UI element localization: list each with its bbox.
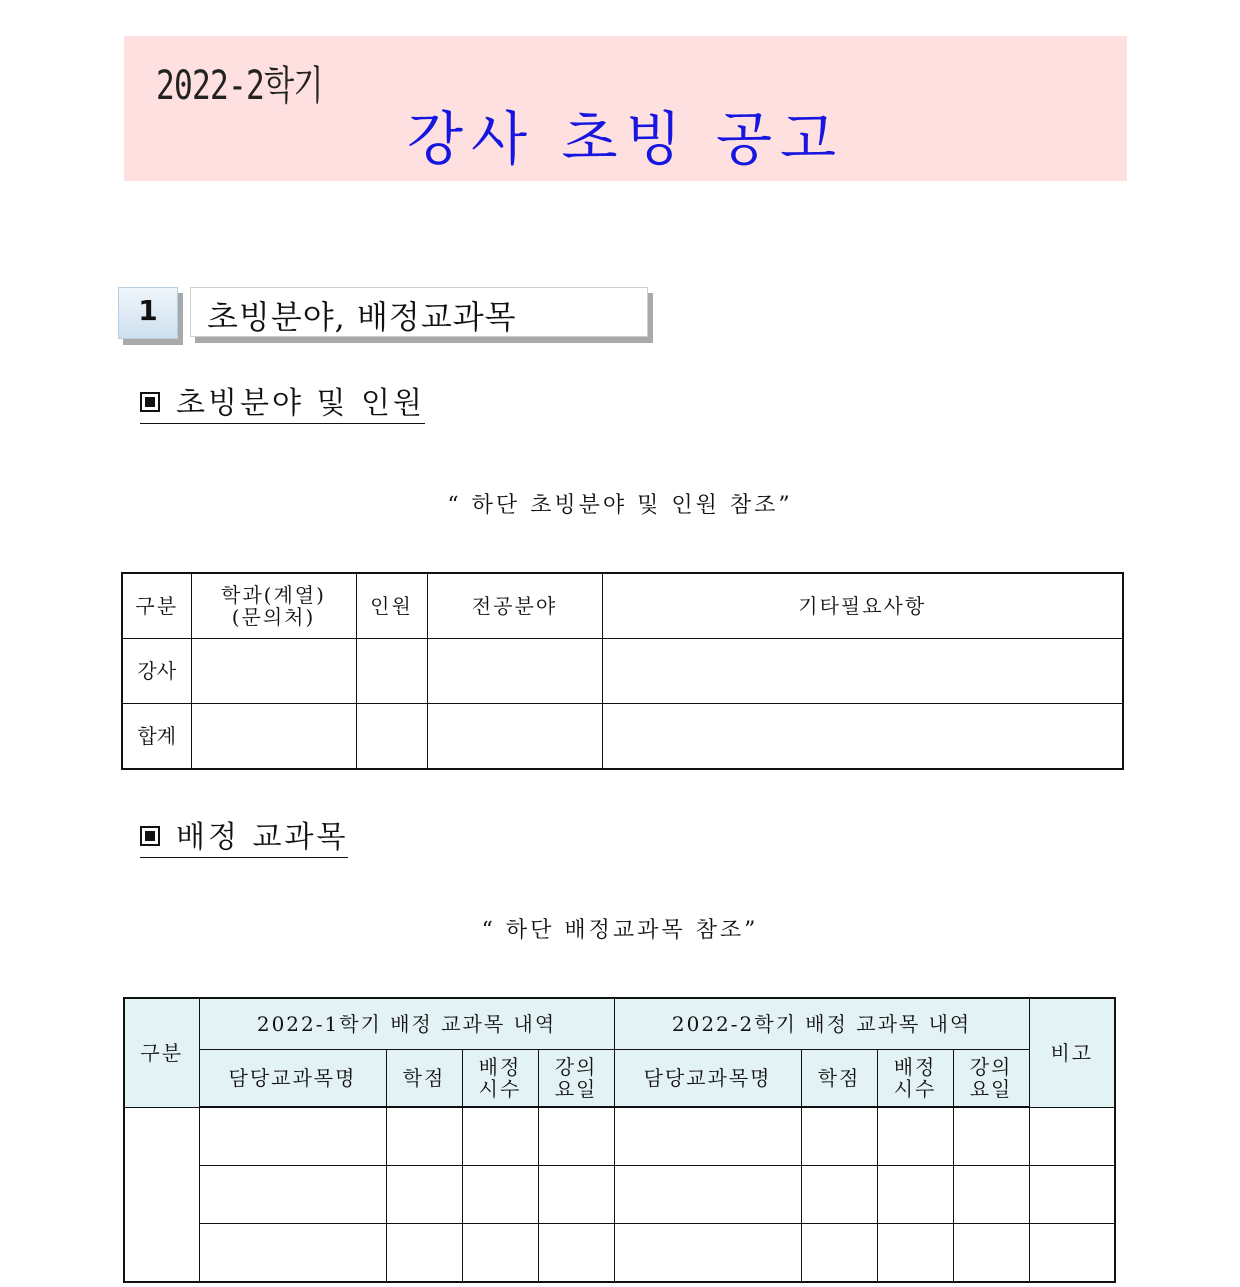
row-label [124, 1107, 199, 1282]
semester-label: 2022-2학기 [156, 63, 323, 109]
table-cell [386, 1224, 462, 1283]
header-cell: 담당교과목명 [199, 1050, 386, 1108]
header-cell: 구분 [122, 573, 191, 639]
header-line: 강의 [969, 1055, 1013, 1079]
table-cell [386, 1166, 462, 1224]
page-title: 강사 초빙 공고 [406, 105, 845, 173]
header-line: 학과(계열) [221, 583, 326, 607]
subsection-heading-positions [140, 386, 425, 424]
header-cell [191, 573, 356, 639]
table-cell [1029, 1166, 1115, 1224]
table-cell [602, 704, 1123, 770]
header-line: 배정 [893, 1055, 937, 1079]
table-cell [199, 1224, 386, 1283]
header-cell: 2022-2학기 배정 교과목 내역 [614, 998, 1029, 1050]
header-cell: 구분 [124, 998, 199, 1107]
table-cell [427, 639, 602, 704]
header-line: 강의 [554, 1055, 598, 1079]
header-line: 요일 [554, 1077, 598, 1101]
table-cell [199, 1166, 386, 1224]
table-cell [356, 639, 427, 704]
filled-square-icon [140, 826, 160, 846]
header-cell: 2022-1학기 배정 교과목 내역 [199, 998, 614, 1050]
table-cell [801, 1107, 877, 1166]
reference-note: “ 하단 배정교과목 참조” [481, 918, 759, 943]
header-cell [877, 1050, 953, 1108]
header-cell [462, 1050, 538, 1108]
table-cell [199, 1107, 386, 1166]
table-cell [953, 1107, 1029, 1166]
table-header-row [124, 1050, 1115, 1108]
table-cell [462, 1107, 538, 1166]
table-cell [462, 1166, 538, 1224]
table-cell [538, 1107, 614, 1166]
table-cell [614, 1107, 801, 1166]
table-cell [877, 1166, 953, 1224]
table-cell [191, 639, 356, 704]
table-cell [801, 1224, 877, 1283]
header-cell: 기타필요사항 [602, 573, 1123, 639]
section-title: 초빙분야, 배정교과목 [207, 298, 517, 336]
table-cell [427, 704, 602, 770]
section-title-box [190, 287, 648, 337]
table-cell [191, 704, 356, 770]
table-cell [602, 639, 1123, 704]
row-label: 강사 [122, 639, 191, 704]
header-line: 시수 [893, 1077, 937, 1101]
table-cell [877, 1224, 953, 1283]
subsection-title: 배정 교과목 [176, 820, 349, 855]
header-line: 요일 [969, 1077, 1013, 1101]
table-cell [538, 1224, 614, 1283]
header-cell [953, 1050, 1029, 1108]
header-cell [538, 1050, 614, 1108]
header-line: 시수 [478, 1077, 522, 1101]
table-cell [356, 704, 427, 770]
table-cell [953, 1166, 1029, 1224]
table-cell [386, 1107, 462, 1166]
table-row [122, 704, 1123, 770]
table-row [122, 639, 1123, 704]
header-line: (문의처) [231, 605, 316, 629]
header-cell: 학점 [386, 1050, 462, 1108]
header-line: 배정 [478, 1055, 522, 1079]
table-cell [614, 1166, 801, 1224]
header-cell: 비고 [1029, 998, 1115, 1107]
table-row [124, 1107, 1115, 1166]
positions-table [121, 572, 1124, 770]
subsection-title: 초빙분야 및 인원 [176, 386, 425, 421]
subsection-heading-courses [140, 820, 348, 858]
header-cell: 인원 [356, 573, 427, 639]
table-cell [1029, 1107, 1115, 1166]
table-row [124, 1224, 1115, 1283]
header-cell: 전공분야 [427, 573, 602, 639]
table-cell [538, 1166, 614, 1224]
filled-square-icon [140, 392, 160, 412]
table-row [124, 1166, 1115, 1224]
reference-note: “ 하단 초빙분야 및 인원 참조” [447, 493, 793, 518]
row-label: 합계 [122, 704, 191, 770]
table-header-row [122, 573, 1123, 639]
table-header-row [124, 998, 1115, 1050]
section-number: 1 [118, 287, 178, 339]
table-cell [953, 1224, 1029, 1283]
table-cell [801, 1166, 877, 1224]
table-cell [462, 1224, 538, 1283]
title-banner [124, 36, 1127, 181]
table-cell [1029, 1224, 1115, 1283]
header-cell: 학점 [801, 1050, 877, 1108]
table-cell [877, 1107, 953, 1166]
courses-table [123, 997, 1116, 1283]
header-cell: 담당교과목명 [614, 1050, 801, 1108]
table-cell [614, 1224, 801, 1283]
